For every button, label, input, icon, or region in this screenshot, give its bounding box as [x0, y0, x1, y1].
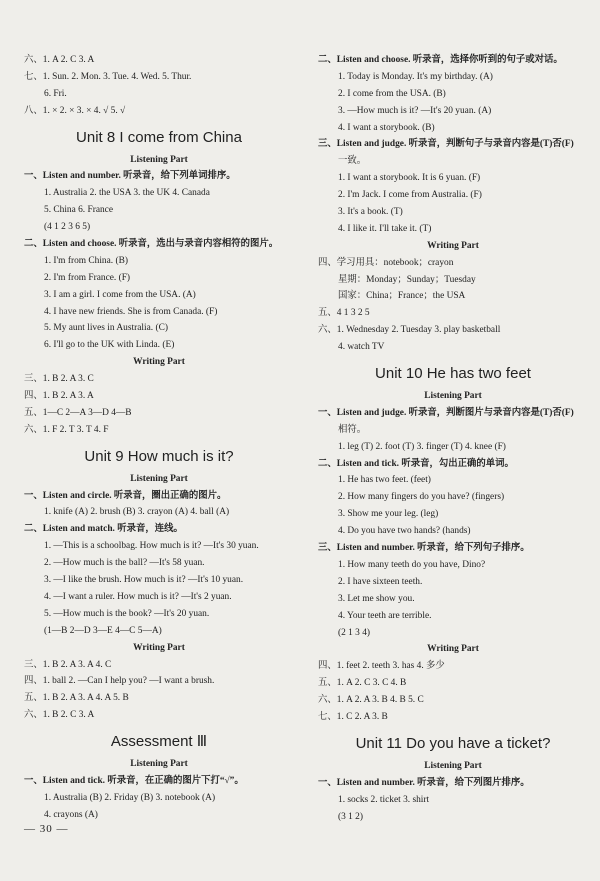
answer-line: 1. socks 2. ticket 3. shirt	[338, 794, 430, 805]
answer-line: 1. —This is a schoolbag. How much is it? —It's 30 yuan.	[44, 541, 259, 552]
answer-line: 3. —I like the brush. How much is it? —It's 10 yuan.	[44, 575, 244, 586]
answer-line: 四、1. B 2. A 3. A	[24, 391, 94, 402]
part-heading: Writing Part	[427, 240, 479, 251]
answer-line: 3. It's a book. (T)	[338, 207, 403, 218]
question-heading: 三、Listen and judge. 听录音，判断句子与录音内容是(T)否(F)	[318, 139, 574, 150]
question-heading: 一、Listen and number. 听录音，给下列单词排序。	[24, 171, 236, 182]
answer-line: 六、1. B 2. C 3. A	[24, 710, 95, 721]
part-heading: Listening Part	[424, 391, 482, 402]
answer-line: 四、学习用具：notebook；crayon	[318, 257, 454, 268]
question-heading: 二、Listen and choose. 听录音，选择你听到的句子或对话。	[318, 55, 563, 65]
answer-line: 七、1. C 2. A 3. B	[318, 711, 388, 722]
answer-line: 5. My aunt lives in Australia. (C)	[44, 323, 168, 334]
answer-line: 1. Today is Monday. It's my birthday. (A)	[338, 71, 493, 82]
answer-line: 3. I am a girl. I come from the USA. (A)	[44, 289, 196, 300]
answer-line: 四、1. feet 2. teeth 3. has 4. 多少	[318, 661, 445, 672]
answer-line: 2. I'm from France. (F)	[44, 272, 131, 283]
answer-line: (1—B 2—D 3—E 4—C 5—A)	[44, 625, 162, 636]
answer-line: 2. I have sixteen teeth.	[338, 576, 423, 587]
answer-line: 1. knife (A) 2. brush (B) 3. crayon (A) 4. ball (A)	[44, 507, 230, 518]
unit-heading: Unit 8 I come from China	[76, 128, 242, 146]
answer-line: 1. Australia (B) 2. Friday (B) 3. notebook (A)	[44, 792, 216, 803]
answer-line: 三、1. B 2. A 3. A 4. C	[24, 659, 112, 670]
answer-line: 4. I have new friends. She is from Canada. (F)	[44, 306, 218, 317]
answer-line: 4. Your teeth are terrible.	[338, 610, 432, 621]
answer-line: 六、1. A 2. A 3. B 4. B 5. C	[318, 695, 424, 706]
answer-line: 五、4 1 3 2 5	[318, 308, 370, 319]
answer-line: 2. I'm Jack. I come from Australia. (F)	[338, 190, 482, 201]
answer-line: 4. I want a storybook. (B)	[338, 122, 435, 133]
question-heading: 二、Listen and match. 听录音，连线。	[24, 524, 183, 535]
part-heading: Listening Part	[130, 473, 188, 484]
unit-heading: Unit 9 How much is it?	[84, 447, 234, 465]
part-heading: Writing Part	[133, 357, 185, 368]
question-heading: 二、Listen and choose. 听录音，选出与录音内容相符的图片。	[24, 239, 279, 250]
answer-line: (2 1 3 4)	[338, 627, 371, 638]
right-column	[318, 52, 588, 825]
answer-line: 1. Australia 2. the USA 3. the UK 4. Canada	[44, 188, 210, 199]
answer-line: 3. —How much is it? —It's 20 yuan. (A)	[338, 105, 492, 116]
answer-line: 1. leg (T) 2. foot (T) 3. finger (T) 4. knee (F)	[338, 441, 506, 452]
answer-line: 七、1. Sun. 2. Mon. 3. Tue. 4. Wed. 5. Thur.	[24, 71, 192, 82]
answer-line: 一致。	[338, 156, 367, 167]
answer-line: 5. China 6. France	[44, 205, 113, 216]
answer-line: (3 1 2)	[338, 811, 363, 822]
answer-line: 2. How many fingers do you have? (fingers)	[338, 492, 505, 503]
answer-line: 2. I come from the USA. (B)	[338, 88, 446, 99]
answer-line: 四、1. ball 2. —Can I help you? —I want a brush.	[24, 676, 215, 687]
question-heading: 一、Listen and tick. 听录音，在正确的图片下打“√”。	[24, 775, 244, 786]
part-heading: Writing Part	[133, 642, 185, 653]
answer-line: 星期：Monday；Sunday；Tuesday	[338, 274, 476, 285]
answer-line: 4. I like it. I'll take it. (T)	[338, 223, 432, 234]
question-heading: 一、Listen and circle. 听录音，圈出正确的图片。	[24, 490, 227, 501]
answer-line: 相符。	[338, 424, 367, 435]
question-heading: 一、Listen and judge. 听录音，判断图片与录音内容是(T)否(F)	[318, 407, 574, 418]
part-heading: Listening Part	[424, 760, 482, 771]
answer-line: 2. —How much is the ball? —It's 58 yuan.	[44, 558, 205, 569]
answer-line: 6. Fri.	[44, 88, 67, 99]
question-heading: 一、Listen and number. 听录音，给下列图片排序。	[318, 777, 530, 788]
answer-line: 五、1—C 2—A 3—D 4—B	[24, 407, 132, 418]
answer-line: 3. Show me your leg. (leg)	[338, 509, 439, 520]
part-heading: Listening Part	[130, 759, 188, 770]
question-heading: 二、Listen and tick. 听录音，勾出正确的单词。	[318, 458, 514, 469]
answer-line: (4 1 2 3 6 5)	[44, 222, 91, 233]
answer-line: 4. watch TV	[338, 342, 385, 353]
page-number: — 30 —	[24, 823, 69, 835]
answer-line: 五、1. B 2. A 3. A 4. A 5. B	[24, 693, 129, 704]
question-heading: 三、Listen and number. 听录音，给下列句子排序。	[318, 543, 530, 554]
answer-line: 1. I'm from China. (B)	[44, 255, 128, 266]
answer-line: 6. I'll go to the UK with Linda. (E)	[44, 340, 175, 351]
left-column	[24, 52, 294, 824]
answer-line: 五、1. A 2. C 3. C 4. B	[318, 678, 407, 689]
answer-line: 六、1. F 2. T 3. T 4. F	[24, 424, 109, 435]
answer-line: 1. How many teeth do you have, Dino?	[338, 559, 486, 570]
unit-heading: Unit 10 He has two feet	[375, 365, 531, 383]
answer-line: 5. —How much is the book? —It's 20 yuan.	[44, 608, 210, 619]
answer-line: 六、1. A 2. C 3. A	[24, 55, 95, 65]
answer-line: 4. Do you have two hands? (hands)	[338, 526, 471, 537]
part-heading: Writing Part	[427, 644, 479, 655]
unit-heading: Unit 11 Do you have a ticket?	[355, 734, 551, 752]
answer-line: 4. —I want a ruler. How much is it? —It's 2 yuan.	[44, 591, 232, 602]
part-heading: Listening Part	[130, 154, 188, 165]
answer-line: 三、1. B 2. A 3. C	[24, 374, 94, 385]
answer-line: 3. Let me show you.	[338, 593, 415, 604]
answer-line: 六、1. Wednesday 2. Tuesday 3. play basketball	[318, 325, 501, 336]
answer-line: 国家：China；France；the USA	[338, 291, 466, 302]
answer-line: 4. crayons (A)	[44, 809, 98, 820]
unit-heading: Assessment Ⅲ	[110, 733, 208, 751]
answer-line: 1. I want a storybook. It is 6 yuan. (F)	[338, 173, 481, 184]
answer-line: 1. He has two feet. (feet)	[338, 475, 431, 486]
answer-line: 八、1. × 2. × 3. × 4. √ 5. √	[24, 105, 126, 116]
